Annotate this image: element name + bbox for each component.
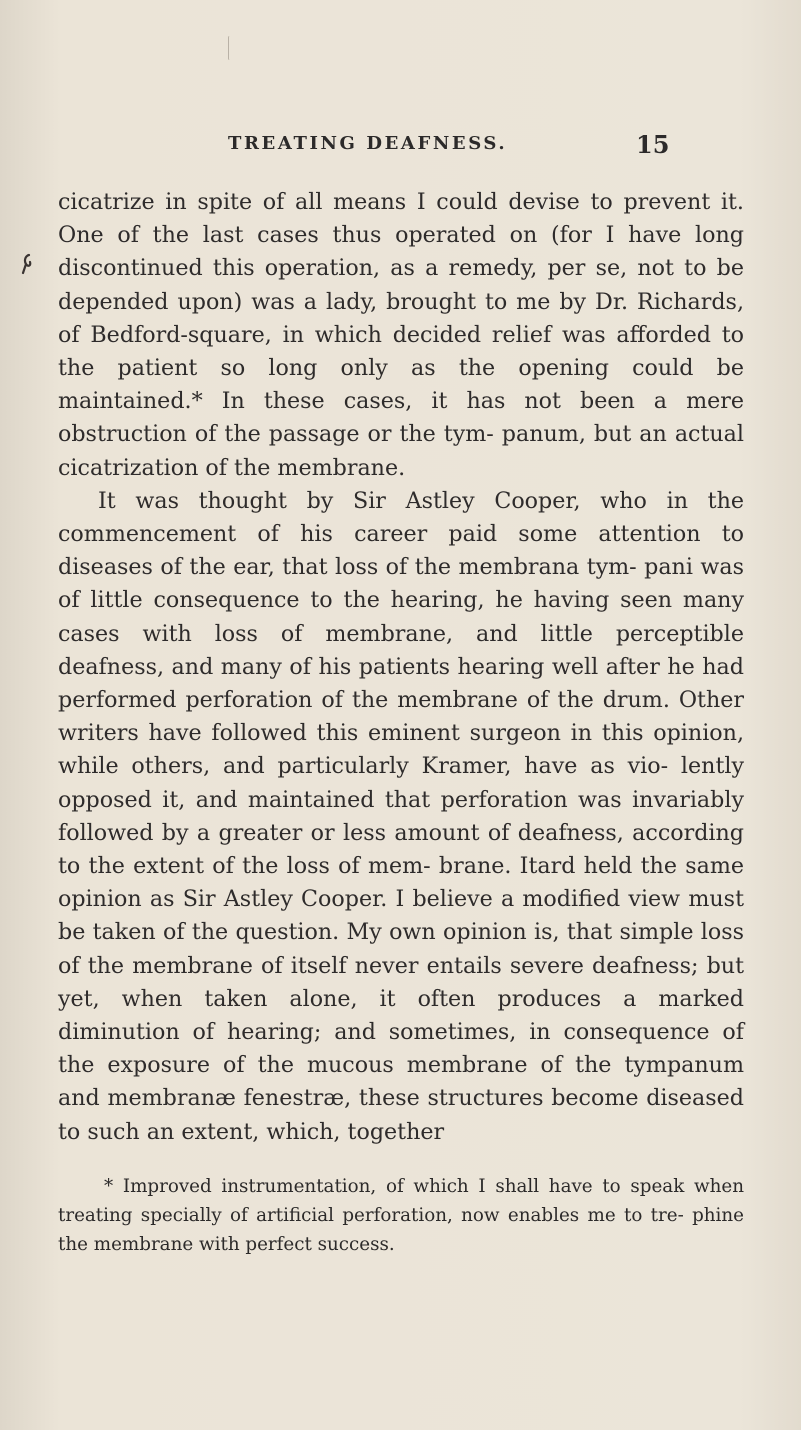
page-number: 15 [636,130,670,159]
paragraph: cicatrize in spite of all means I could devise to prevent it. One of the last cases thus operated on (for I have long discontinued this operation, as a remedy, per se, not to be depended upon) was a lady, brought to me by Dr. Richards, of Bedford-square, in which decided relief was afforded to the patient so long only as the opening could be maintained.* In these cases, it has not been a mere obstruction of the passage or the tym- panum, but an actual cicatrization of the membrane. [58,189,744,481]
body-text [58,186,744,1149]
footnote: * Improved instrumentation, of which I shall have to speak when treating specially of artificial perforation, now enables me to tre- phine the membrane with perfect success. [58,1176,744,1255]
running-head [228,130,670,163]
paragraph: It was thought by Sir Astley Cooper, who in the commencement of his career paid some attention to diseases of the ear, that loss of the membrana tym- pani was of little consequence to the hearing, he having seen many cases with loss of membrane, and little perceptible deafness, and many of his patients hearing well after he had performed perforation of the membrane of the drum. Other writers have followed this eminent surgeon in this opinion, while others, and particularly Kramer, have as vio- lently opposed it, and maintained that perforation was invariably followed by a greater or less amount of deafness, according to the extent of the loss of mem- brane. Itard held the same opinion as Sir Astley Cooper. I believe a modified view must be taken of the question. My own opinion is, that simple loss of the membrane of itself never entails severe deafness; but yet, when taken alone, it often produces a marked diminution of hearing; and sometimes, in consequence of the exposure of the mucous membrane of the tympanum and membranæ fenestræ, these structures become diseased to such an extent, which, together [58,487,744,1145]
margin-ink-mark [20,253,34,275]
paper-edge-mark [228,36,231,60]
running-title: TREATING DEAFNESS. [228,133,508,154]
